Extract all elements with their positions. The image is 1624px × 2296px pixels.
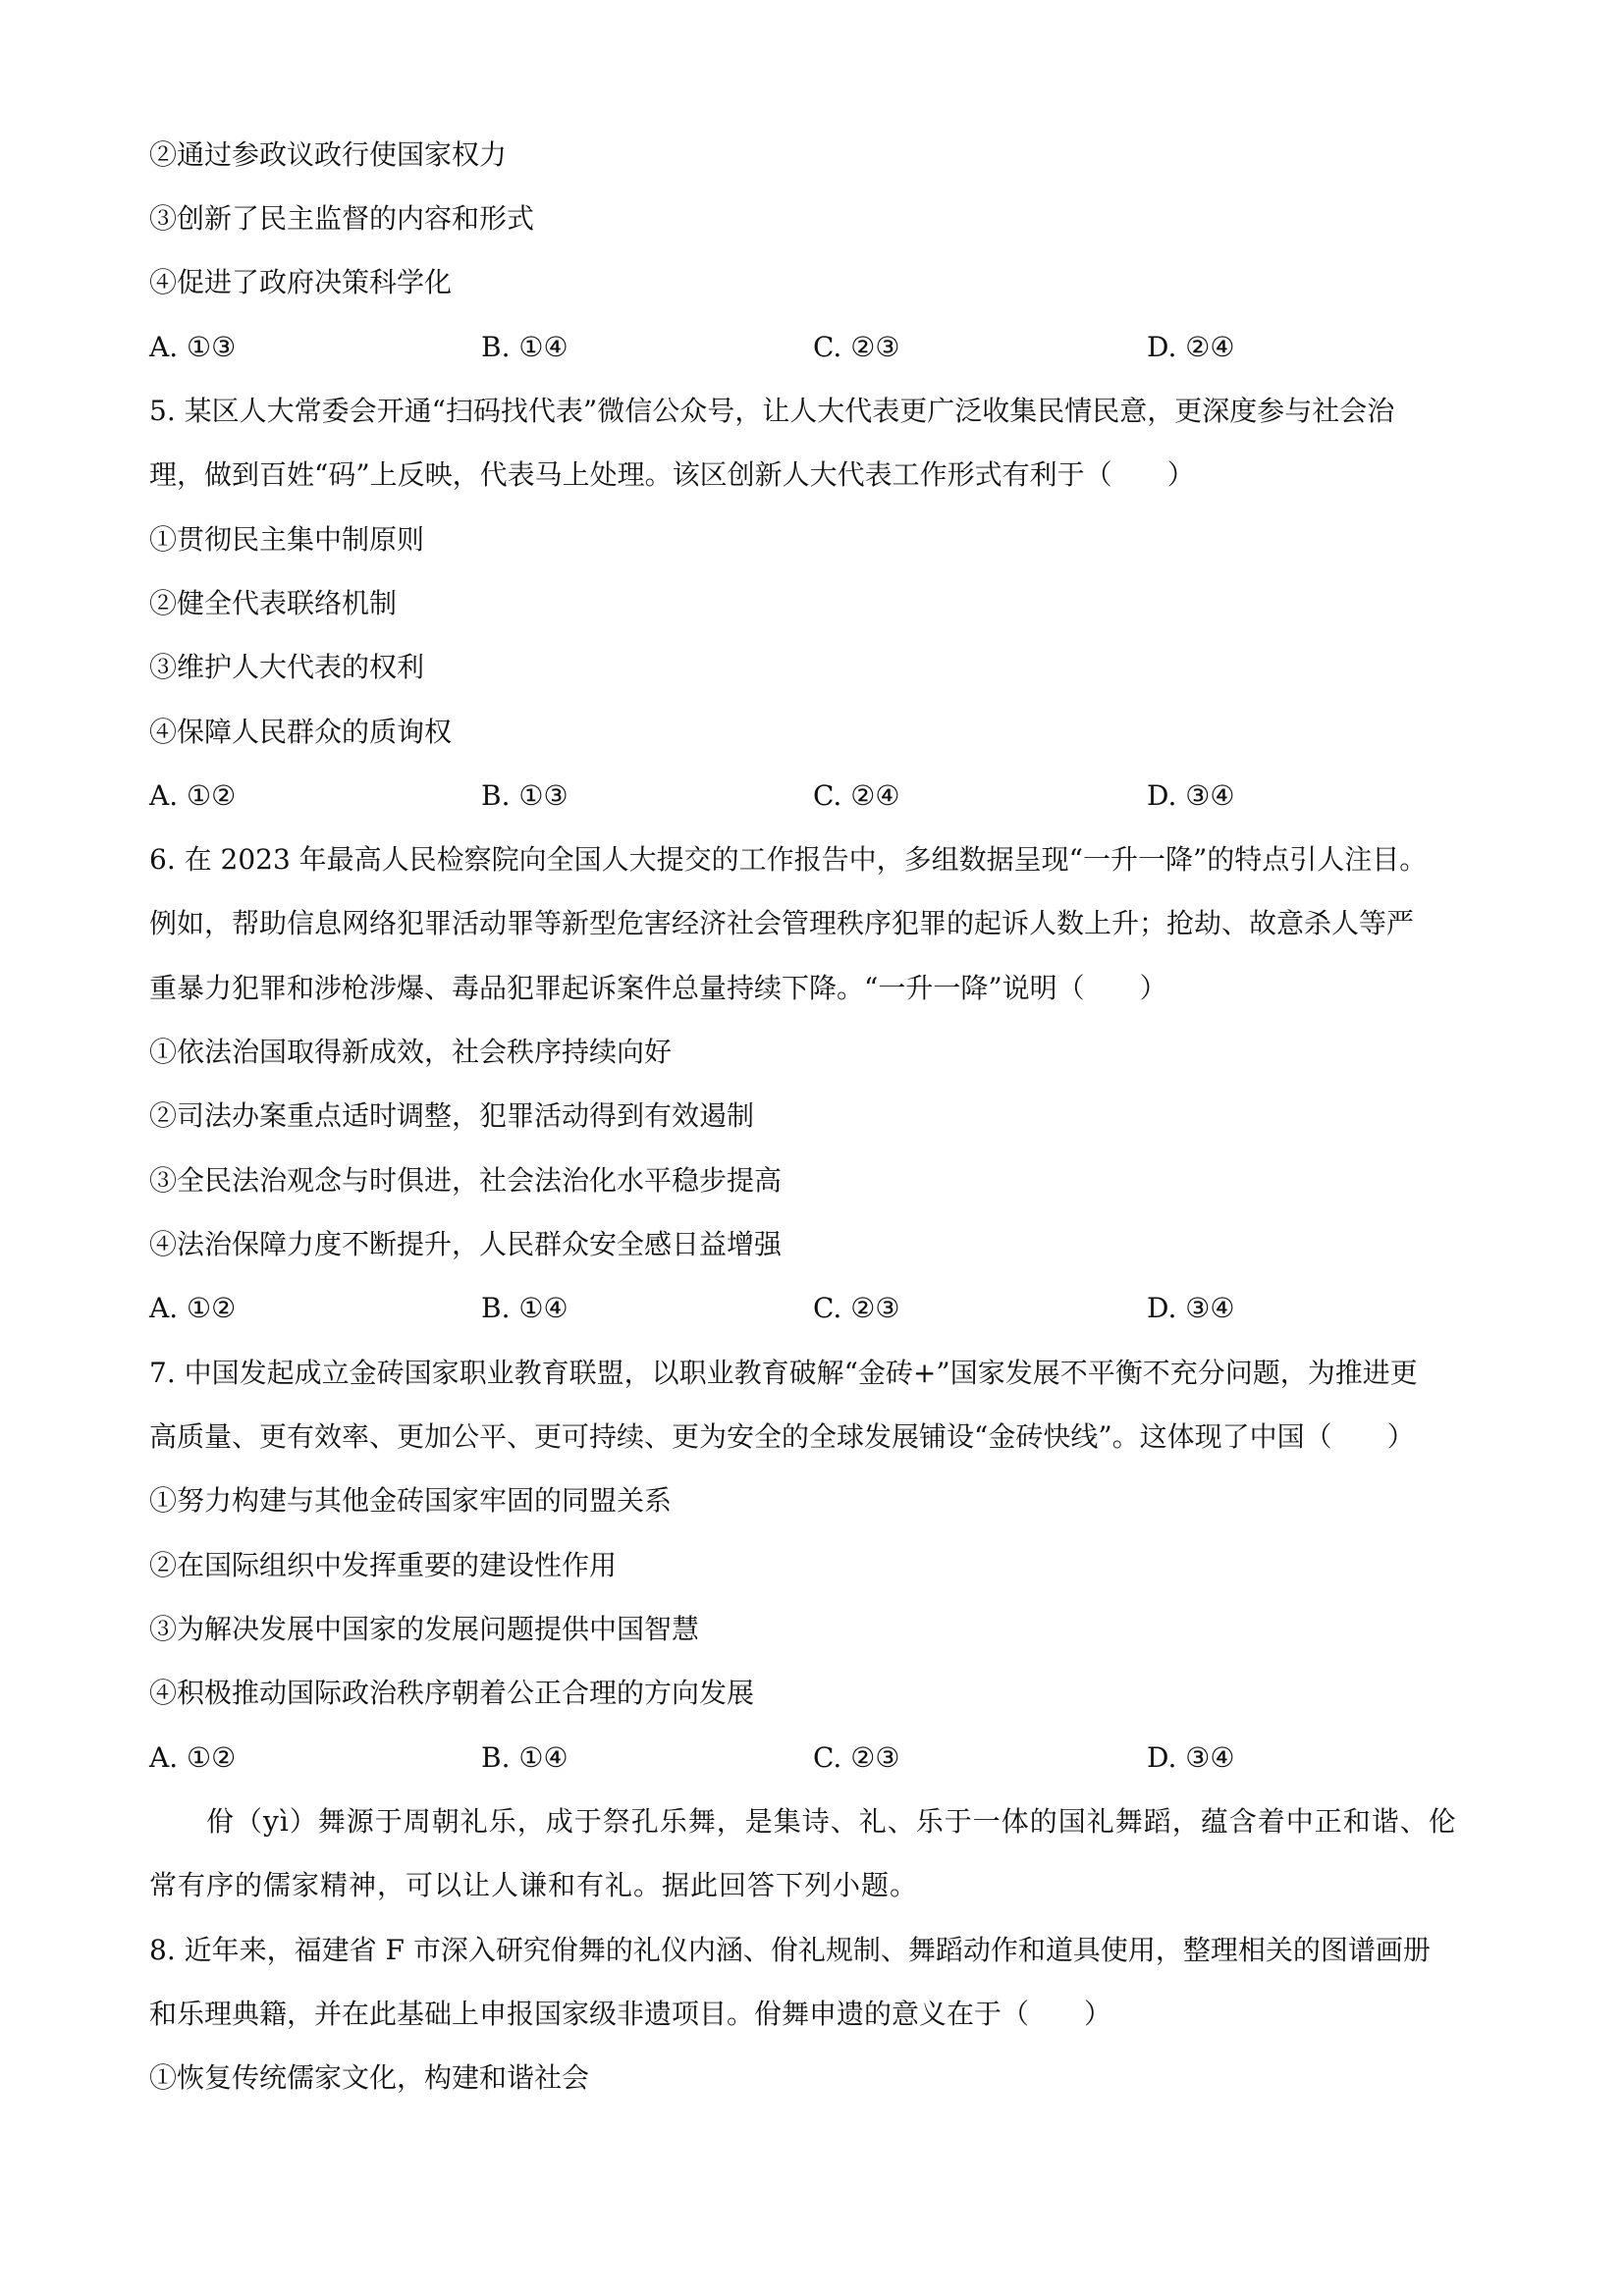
q4-item-2: ②通过参政议政行使国家权力: [149, 138, 508, 171]
passage-line-1: 佾（yì）舞源于周朝礼乐，成于祭孔乐舞，是集诗、礼、乐于一体的国礼舞蹈，蕴含着中正和谐、伦: [206, 1805, 1457, 1838]
q5-item-2: ②健全代表联络机制: [149, 587, 398, 619]
q6-stem-line-1: 6. 在 2023 年最高人民检察院向全国人大提交的工作报告中，多组数据呈现“一升一降”的特点引人注目。: [149, 843, 1428, 876]
q8-stem-line-2: 和乐理典籍，并在此基础上申报国家级非遗项目。佾舞申遗的意义在于（ ）: [149, 1998, 1112, 2030]
q7-item-4: ④积极推动国际政治秩序朝着公正合理的方向发展: [149, 1677, 755, 1709]
q7-item-3: ③为解决发展中国家的发展问题提供中国智慧: [149, 1613, 700, 1645]
q6-stem-line-2: 例如，帮助信息网络犯罪活动罪等新型危害经济社会管理秩序犯罪的起诉人数上升；抢劫、故意杀人等严: [149, 907, 1415, 939]
q5-stem-line-2: 理，做到百姓“码”上反映，代表马上处理。该区创新人大代表工作形式有利于（ ）: [149, 458, 1195, 491]
q5-item-3: ③维护人大代表的权利: [149, 651, 425, 683]
q6-option-c: C. ②③: [813, 1292, 900, 1324]
q8-item-1: ①恢复传统儒家文化，构建和谐社会: [149, 2061, 590, 2094]
q6-item-3: ③全民法治观念与时俱进，社会法治化水平稳步提高: [149, 1164, 783, 1197]
q6-item-4: ④法治保障力度不断提升，人民群众安全感日益增强: [149, 1228, 783, 1260]
q4-option-d: D. ②④: [1147, 331, 1235, 363]
q4-item-4: ④促进了政府决策科学化: [149, 266, 453, 298]
q7-option-c: C. ②③: [813, 1741, 900, 1774]
q6-option-a: A. ①②: [149, 1292, 237, 1324]
q5-stem-line-1: 5. 某区人大常委会开通“扫码找代表”微信公众号，让人大代表更广泛收集民情民意，更深度参与社会治: [149, 395, 1395, 427]
q5-option-b: B. ①③: [481, 779, 568, 812]
q6-stem-line-3: 重暴力犯罪和涉枪涉爆、毒品犯罪起诉案件总量持续下降。“一升一降”说明（ ）: [149, 972, 1167, 1004]
q6-item-2: ②司法办案重点适时调整，犯罪活动得到有效遏制: [149, 1099, 755, 1132]
q6-item-1: ①依法治国取得新成效，社会秩序持续向好: [149, 1036, 673, 1068]
q8-stem-line-1: 8. 近年来，福建省 F 市深入研究佾舞的礼仪内涵、佾礼规制、舞蹈动作和道具使用，整理相关的图谱画册: [149, 1934, 1431, 1966]
passage-line-2: 常有序的儒家精神，可以让人谦和有礼。据此回答下列小题。: [149, 1869, 919, 1901]
q5-option-d: D. ③④: [1147, 779, 1235, 812]
q7-item-1: ①努力构建与其他金砖国家牢固的同盟关系: [149, 1484, 673, 1517]
q7-item-2: ②在国际组织中发挥重要的建设性作用: [149, 1549, 618, 1581]
q4-option-b: B. ①④: [481, 331, 568, 363]
q5-item-1: ①贯彻民主集中制原则: [149, 523, 425, 556]
q7-option-d: D. ③④: [1147, 1741, 1235, 1774]
q7-stem-line-2: 高质量、更有效率、更加公平、更可持续、更为安全的全球发展铺设“金砖快线”。这体现了中国（ ）: [149, 1420, 1415, 1453]
q4-option-c: C. ②③: [813, 331, 900, 363]
q7-option-b: B. ①④: [481, 1741, 568, 1774]
q6-option-d: D. ③④: [1147, 1292, 1235, 1324]
q4-option-a: A. ①③: [149, 331, 237, 363]
q5-item-4: ④保障人民群众的质询权: [149, 716, 453, 748]
q4-item-3: ③创新了民主监督的内容和形式: [149, 202, 535, 235]
q7-stem-line-1: 7. 中国发起成立金砖国家职业教育联盟，以职业教育破解“金砖+”国家发展不平衡不充分问题，为推进更: [149, 1357, 1418, 1389]
q5-option-c: C. ②④: [813, 779, 900, 812]
q5-option-a: A. ①②: [149, 779, 237, 812]
q6-option-b: B. ①④: [481, 1292, 568, 1324]
q7-option-a: A. ①②: [149, 1741, 237, 1774]
